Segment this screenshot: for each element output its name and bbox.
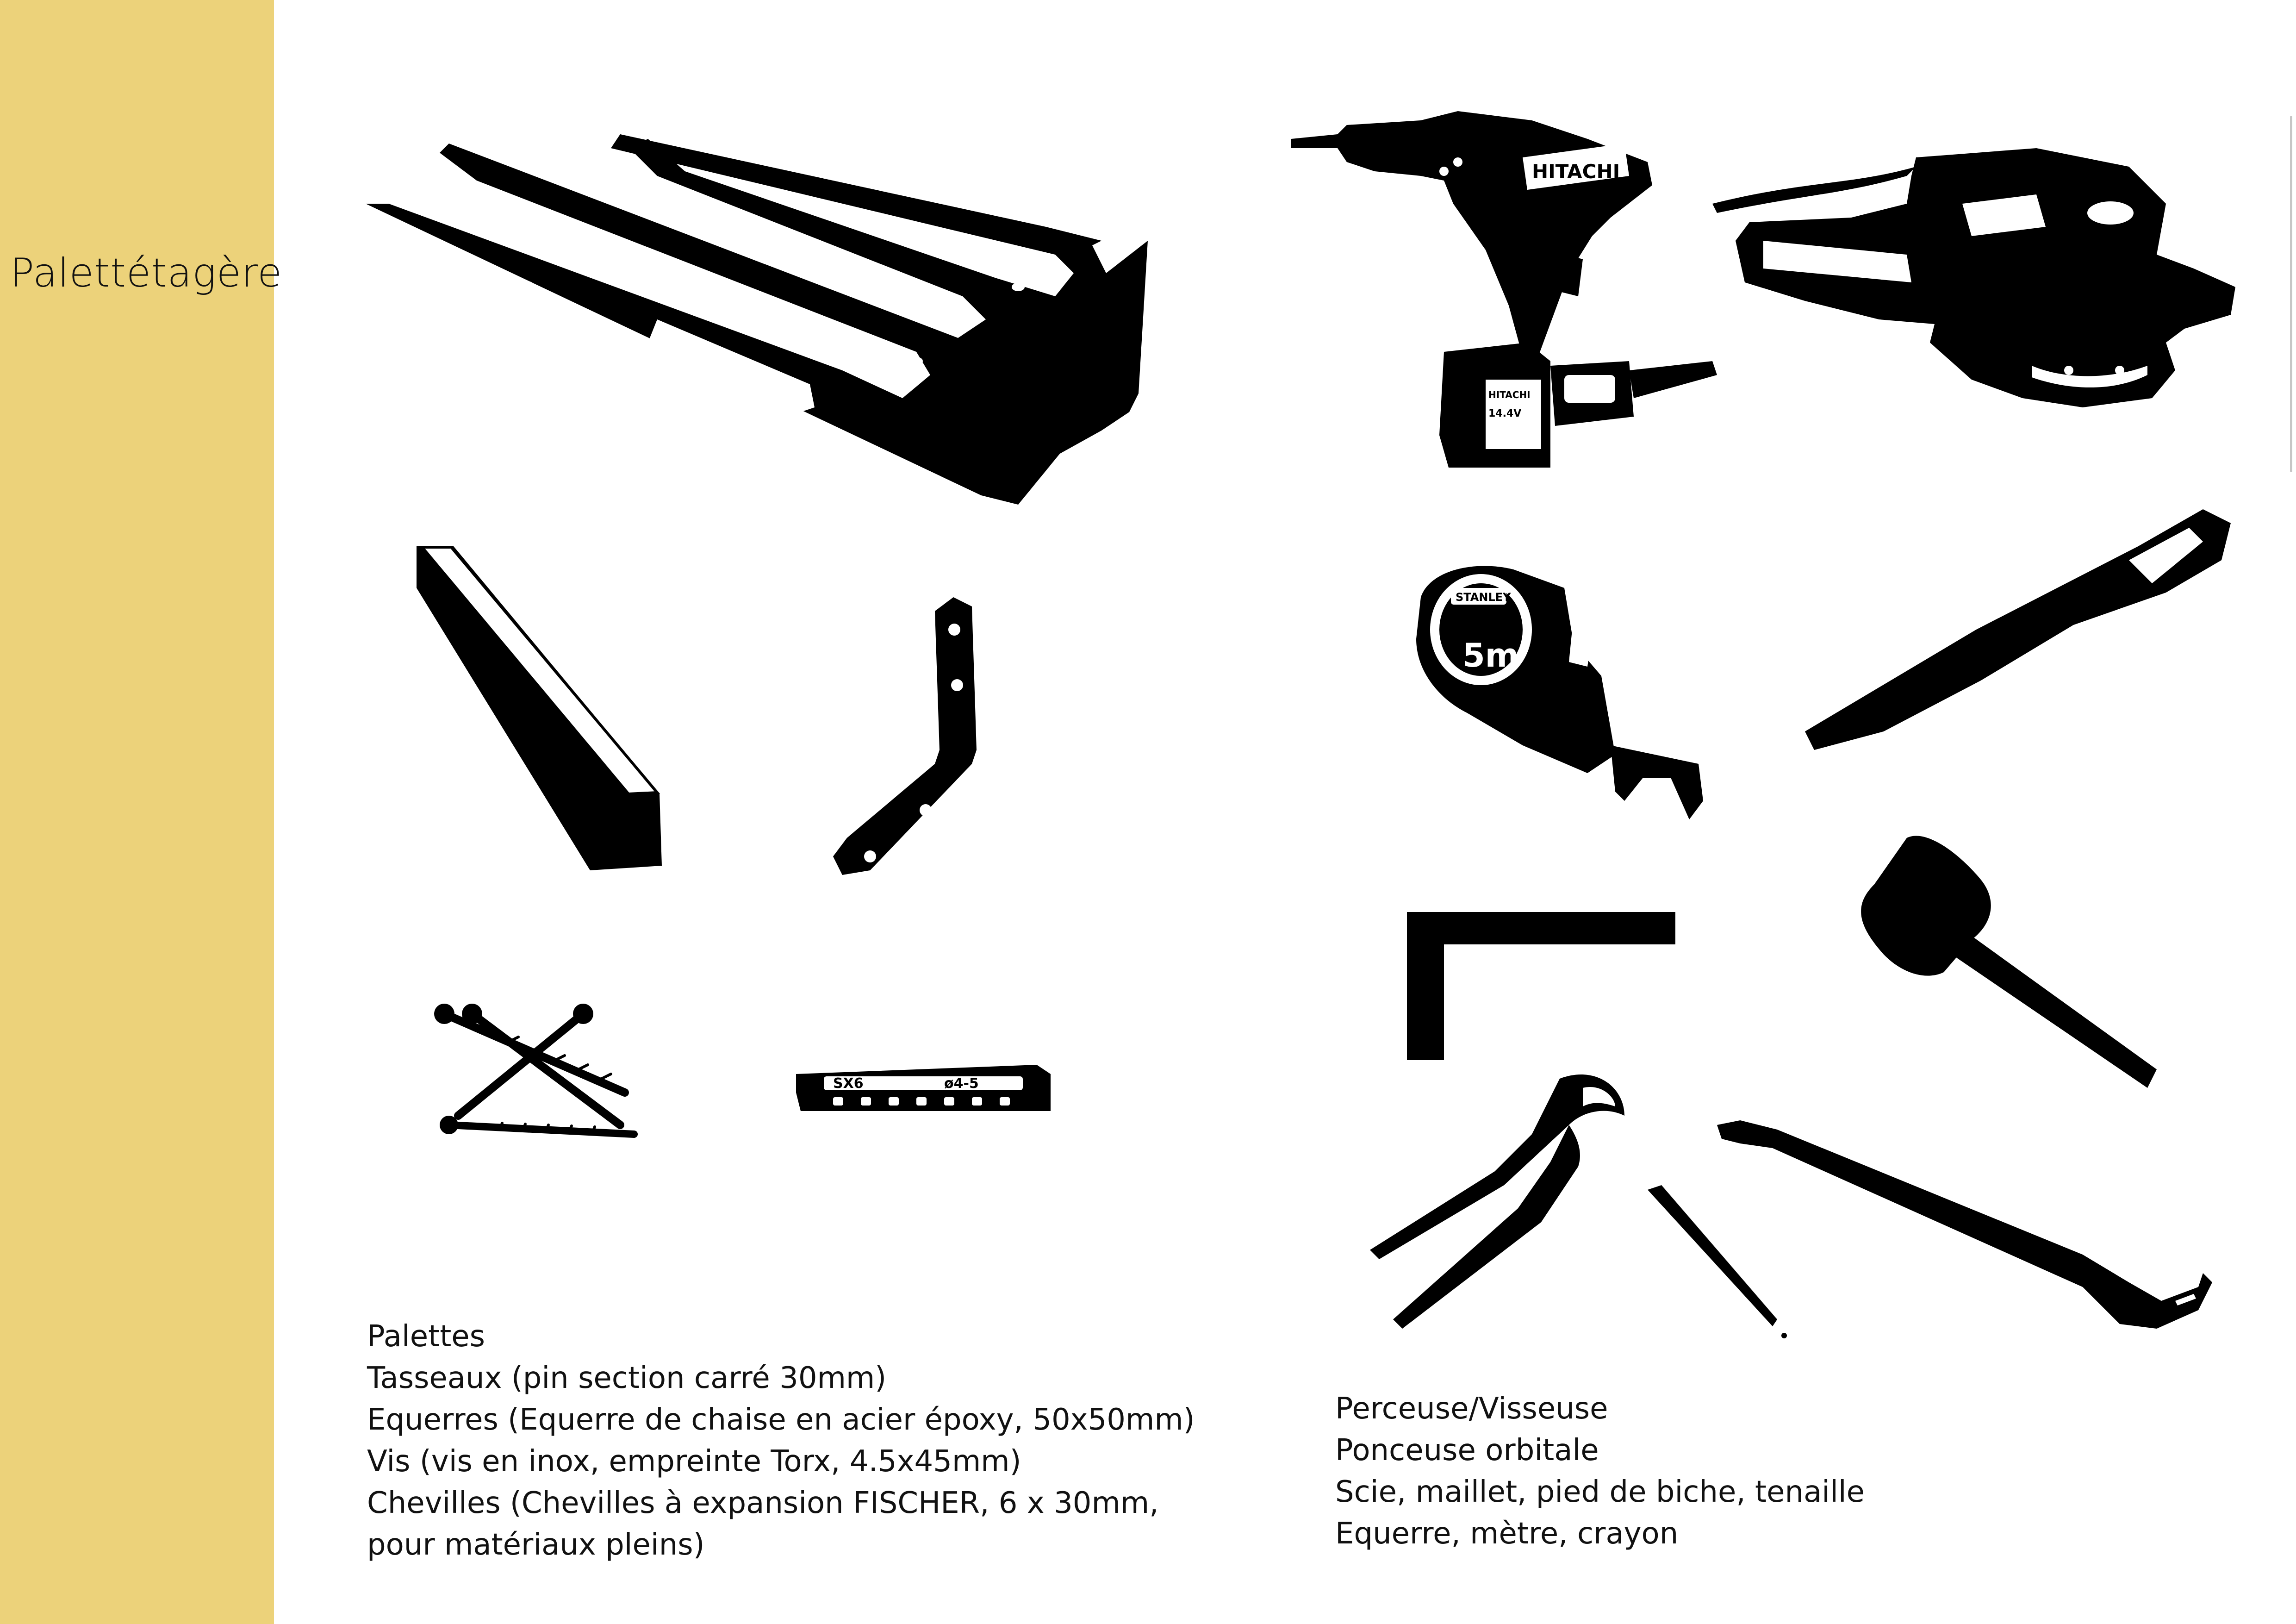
list-item: Chevilles (Chevilles à expansion FISCHER, 6 x 30mm,: [367, 1486, 1159, 1520]
list-item: Equerres (Equerre de chaise en acier époxy, 50x50mm): [367, 1403, 1195, 1437]
wall-plug-icon: [791, 1060, 1055, 1120]
tape-measure-icon: [1412, 560, 1708, 829]
page-title: Palettétagère: [10, 250, 283, 296]
tape-brand: STANLEY: [1456, 591, 1511, 604]
list-item: Scie, maillet, pied de biche, tenaille: [1335, 1475, 1865, 1509]
try-square-icon: [1402, 912, 1680, 1065]
battery-brand: HITACHI: [1488, 389, 1531, 400]
list-item: Equerre, mètre, crayon: [1335, 1517, 1679, 1551]
list-item: Perceuse/Visseuse: [1335, 1392, 1608, 1426]
pincers-icon: [1365, 1069, 1634, 1333]
list-item: Ponceuse orbitale: [1335, 1433, 1599, 1468]
mallet-icon: [1851, 833, 2166, 1097]
pallet-icon: [361, 134, 1139, 523]
sidebar: [0, 0, 283, 1624]
list-item: pour matériaux pleins): [367, 1528, 705, 1562]
drill-icon: [1291, 111, 1680, 361]
list-item: Palettes: [367, 1319, 485, 1354]
angle-bracket-icon: [833, 597, 1018, 880]
materials-list: [367, 1316, 1195, 1566]
list-item: Vis (vis en inox, empreinte Torx, 4.5x45mm): [367, 1444, 1021, 1479]
drill-brand: HITACHI: [1532, 160, 1620, 183]
anchor-code: SX6: [833, 1075, 864, 1092]
handsaw-icon: [1805, 509, 2235, 759]
tools-list: [1335, 1388, 1865, 1555]
battery-icon: [1435, 343, 1722, 472]
list-item: Tasseaux (pin section carré 30mm): [367, 1361, 887, 1395]
crowbar-icon: [1712, 1116, 2212, 1333]
tape-length: 5m: [1462, 637, 1519, 675]
anchor-size: ø4-5: [944, 1075, 979, 1092]
scrollbar-thumb[interactable]: [2290, 116, 2292, 472]
battery-voltage: 14.4V: [1488, 408, 1522, 419]
screws-icon: [430, 1005, 643, 1143]
wood-batten-icon: [407, 546, 666, 875]
orbital-sander-icon: [1712, 148, 2240, 412]
